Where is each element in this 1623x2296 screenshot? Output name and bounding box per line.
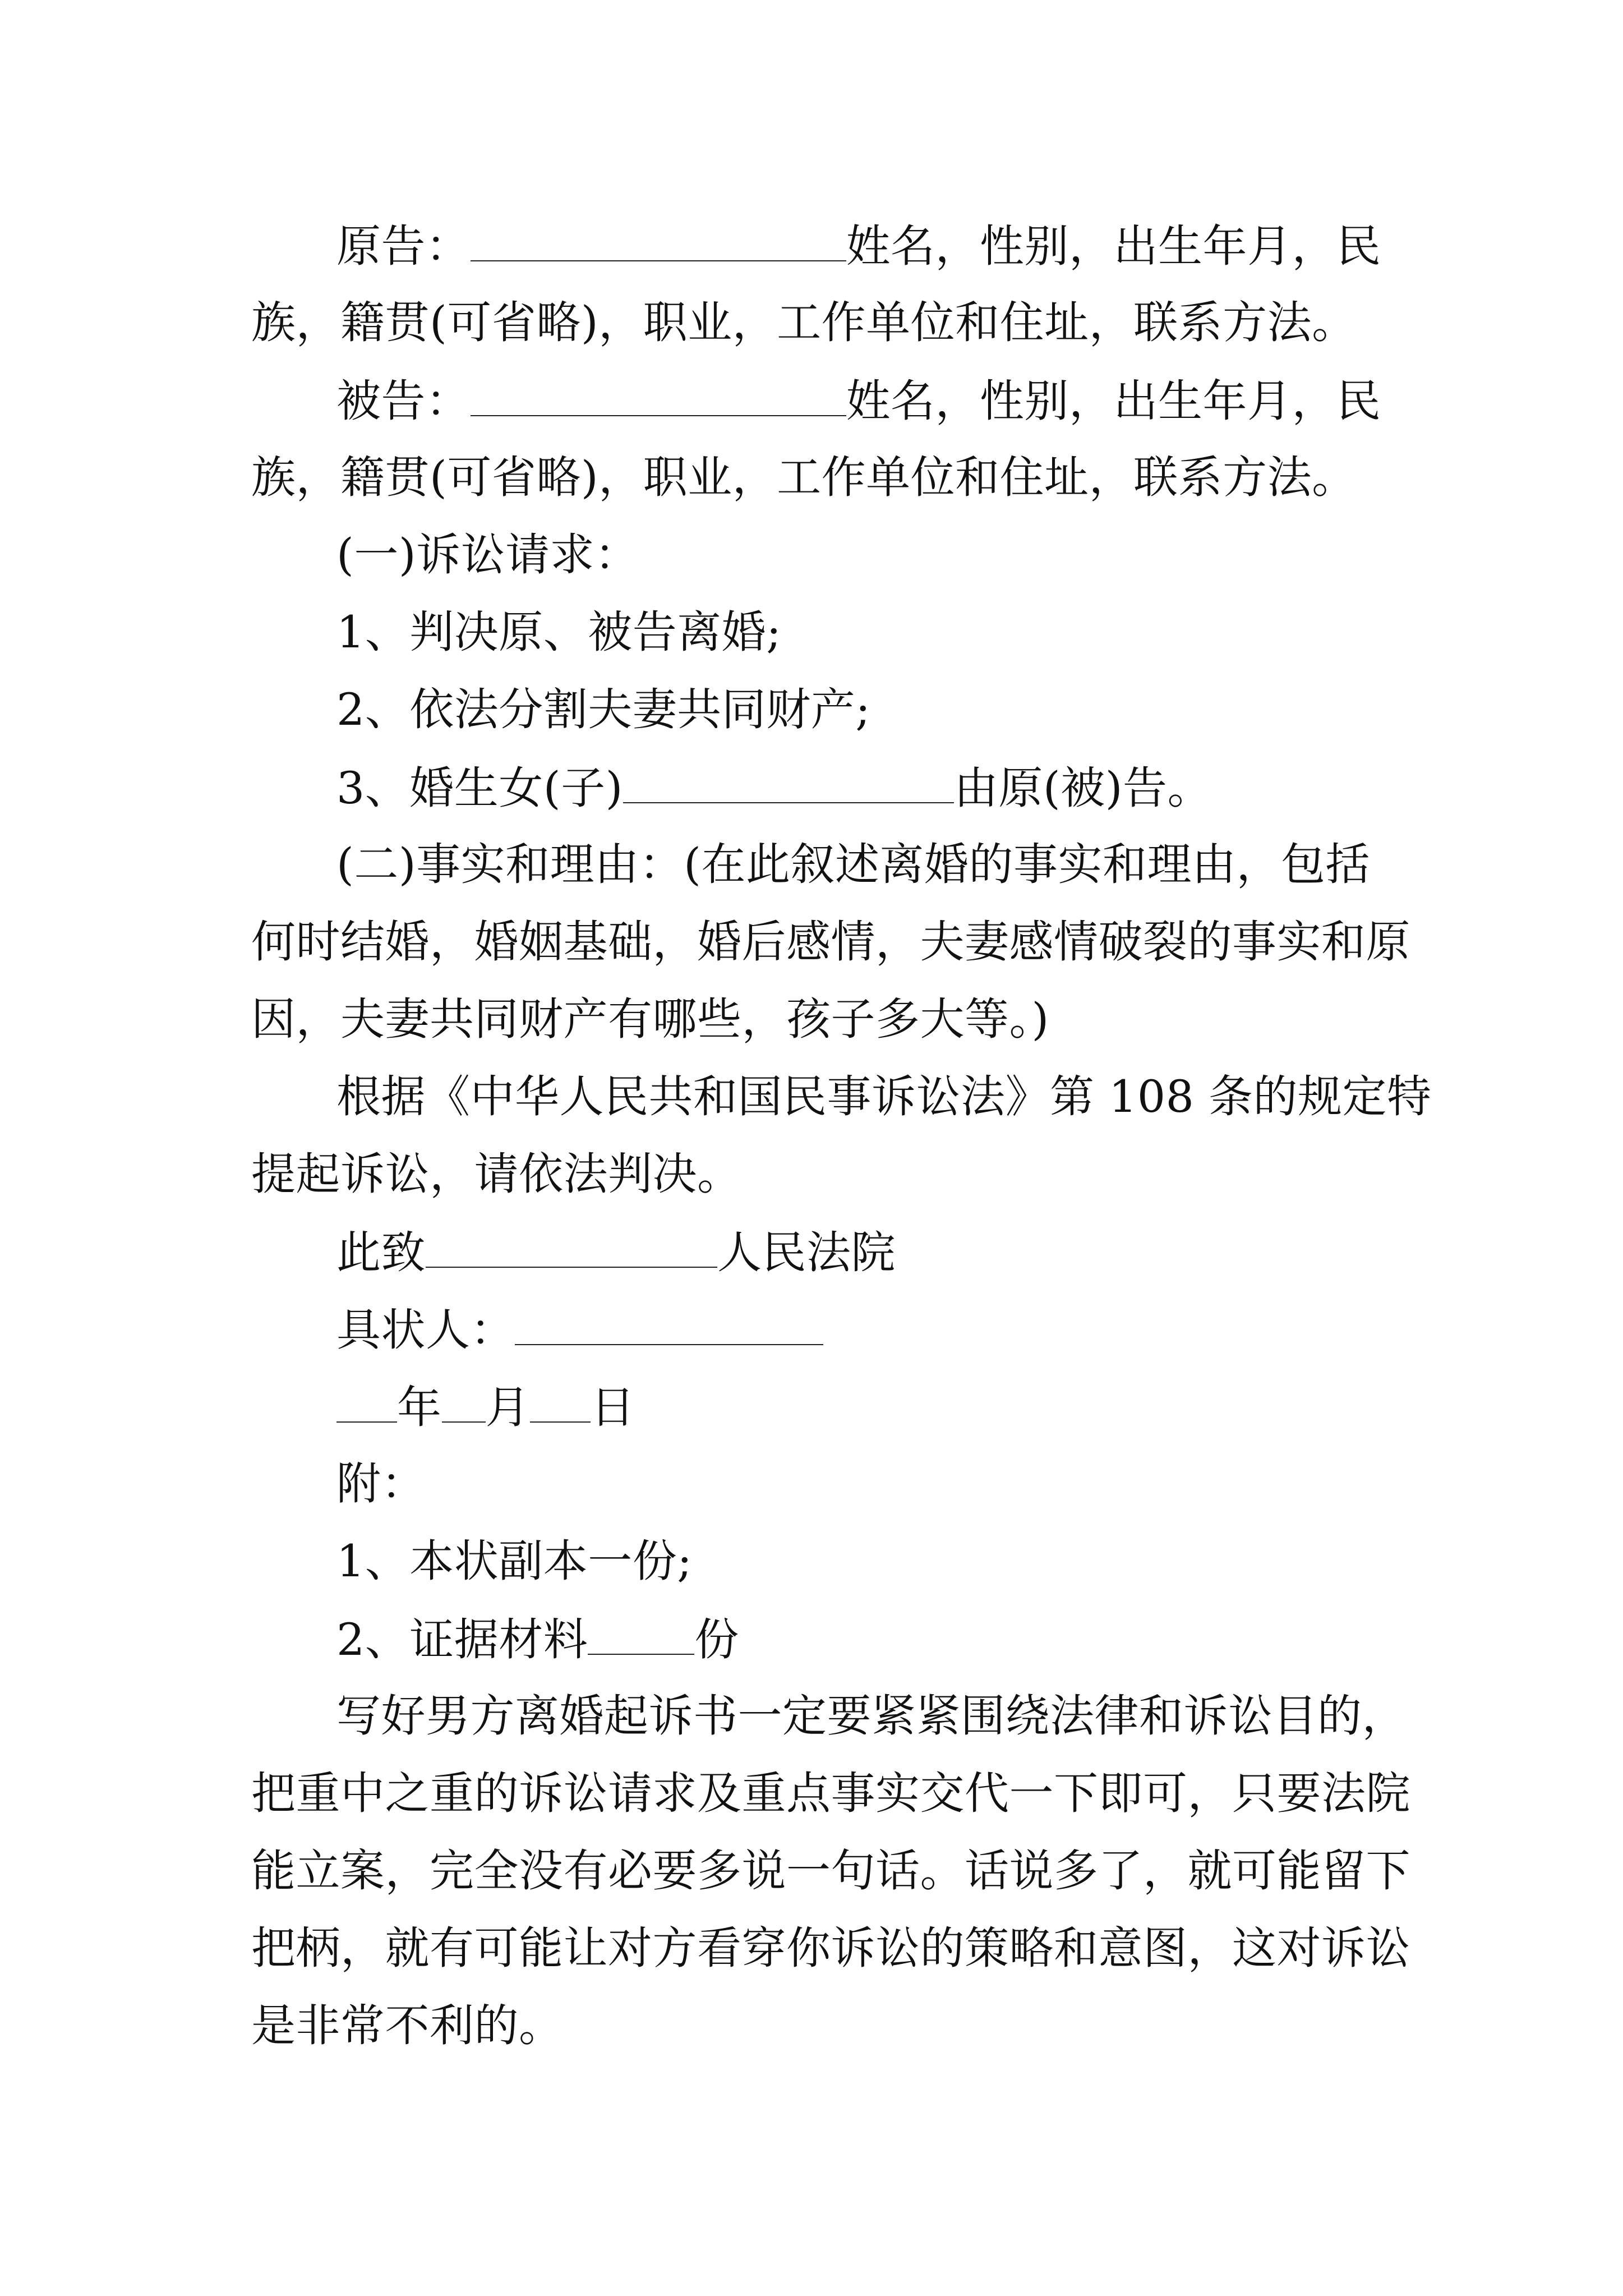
claim-item-1: 1、判决原、被告离婚;	[336, 606, 782, 658]
defendant-continuation: 族，籍贯(可省略)，职业，工作单位和住址，联系方法。	[251, 452, 1357, 503]
addressee-prefix: 此致	[336, 1227, 426, 1278]
month-blank[interactable]	[442, 1384, 486, 1423]
facts-line-2: 何时结婚，婚姻基础，婚后感情，夫妻感情破裂的事实和原	[251, 916, 1410, 968]
claim-item-3-suffix: 由原(被)告。	[953, 762, 1212, 814]
defendant-line	[336, 375, 1381, 429]
defendant-blank[interactable]	[471, 378, 846, 416]
basis-line-1: 根据《中华人民共和国民事诉讼法》第 108 条的规定特	[336, 1071, 1432, 1122]
advice-line-3: 能立案，完全没有必要多说一句话。话说多了，就可能留下	[251, 1845, 1410, 1897]
plaintiff-line	[336, 220, 1381, 274]
facts-line-1: (二)事实和理由：(在此叙述离婚的事实和理由，包括	[336, 839, 1370, 890]
signer-blank[interactable]	[515, 1307, 823, 1345]
plaintiff-desc: 姓名，性别，出生年月，民	[846, 220, 1381, 272]
attachment-item-1: 1、本状副本一份;	[336, 1535, 693, 1587]
signer-label: 具状人：	[336, 1304, 515, 1356]
advice-line-4: 把柄，就有可能让对方看穿你诉讼的策略和意图，这对诉讼	[251, 1922, 1410, 1974]
addressee-line	[336, 1227, 896, 1280]
plaintiff-label: 原告：	[336, 220, 471, 272]
facts-line-3: 因，夫妻共同财产有哪些，孩子多大等。)	[251, 993, 1049, 1045]
month-label: 月	[485, 1382, 530, 1433]
court-blank[interactable]	[426, 1230, 717, 1268]
claim-item-3	[336, 762, 1212, 816]
year-label: 年	[397, 1382, 442, 1433]
claim-item-2: 2、依法分割夫妻共同财产;	[336, 684, 871, 735]
signer-line	[336, 1304, 823, 1358]
defendant-label: 被告：	[336, 375, 471, 427]
day-label: 日	[591, 1382, 635, 1433]
attachment-item-2-prefix: 2、证据材料	[336, 1614, 588, 1665]
evidence-count-blank[interactable]	[588, 1617, 694, 1655]
claim-item-3-prefix: 3、婚生女(子)	[336, 762, 623, 814]
advice-line-2: 把重中之重的诉讼请求及重点事实交代一下即可，只要法院	[251, 1768, 1410, 1819]
custody-blank[interactable]	[623, 765, 954, 803]
plaintiff-blank[interactable]	[471, 223, 846, 261]
claims-heading: (一)诉讼请求：	[336, 529, 639, 581]
day-blank[interactable]	[530, 1384, 591, 1423]
attachment-item-2	[336, 1614, 739, 1667]
plaintiff-continuation: 族，籍贯(可省略)，职业，工作单位和住址，联系方法。	[251, 297, 1357, 348]
attachment-item-2-suffix: 份	[694, 1614, 739, 1665]
year-blank[interactable]	[336, 1384, 397, 1423]
basis-line-2: 提起诉讼，请依法判决。	[251, 1148, 742, 1200]
defendant-desc: 姓名，性别，出生年月，民	[846, 375, 1381, 427]
addressee-suffix: 人民法院	[717, 1227, 896, 1278]
advice-line-1: 写好男方离婚起诉书一定要紧紧围绕法律和诉讼目的，	[336, 1690, 1407, 1742]
attachments-heading: 附：	[336, 1458, 426, 1510]
date-line	[336, 1384, 635, 1435]
advice-line-5: 是非常不利的。	[251, 2000, 564, 2051]
